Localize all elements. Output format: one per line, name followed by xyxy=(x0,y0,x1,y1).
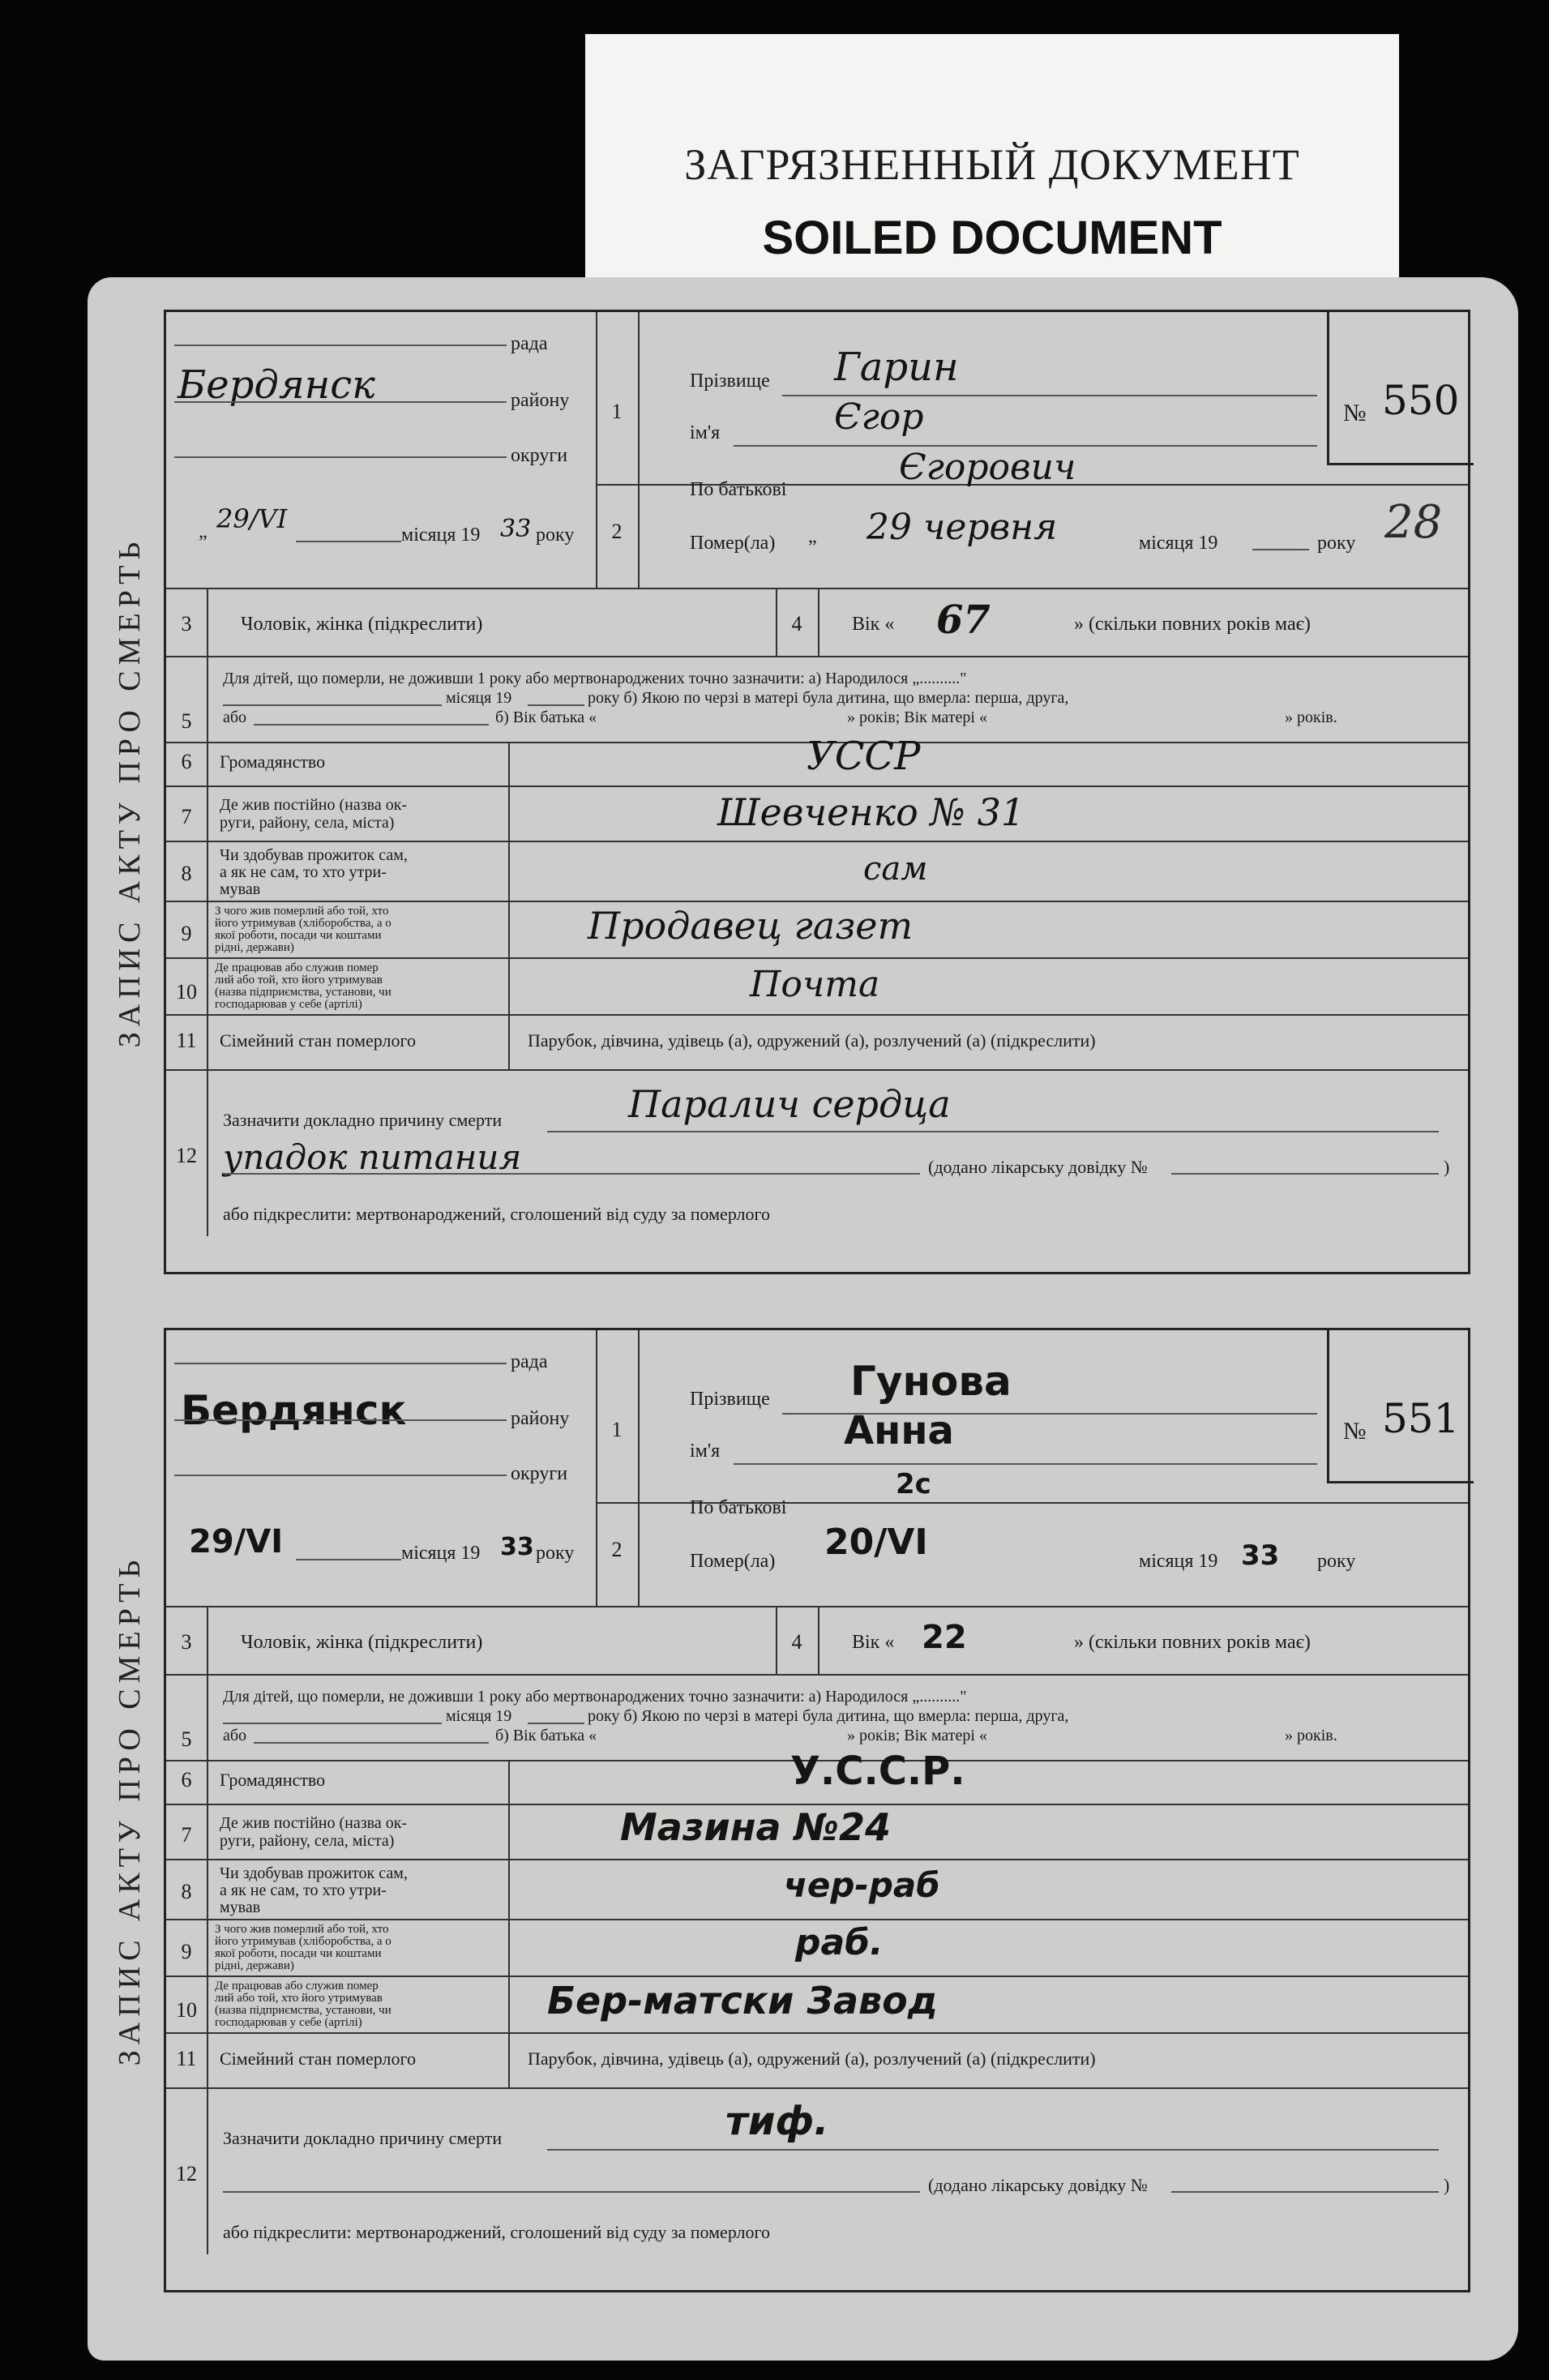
surname-value: Гунова xyxy=(850,1358,1012,1405)
citizenship-value: УССР xyxy=(807,734,921,779)
label-english: SOILED DOCUMENT xyxy=(762,212,1222,264)
record-number: 550 xyxy=(1382,377,1460,424)
death-year: 33 xyxy=(1241,1539,1280,1572)
surname-value: Гарин xyxy=(834,345,959,390)
record-grid: 1 2 Бердянск рада району округи 29/VI місяця 19 33 року Прізвище Гунова ім'я Анна По батькові 2с № 551 Помер(ла) 20/VI місяця 19 33 року 3 Чоловік, жінка (підкреслити) 4 Вік « 22 » (скільки повних років має) 5 Для дітей, що померли, не доживши 1 року або мертвонароджених точно зазначити: а) Народилося „.........." місяця 19 року б) Якою по черзі в матері була дитина, що вмерла: перша, друга, або б) Вік батька « » років; Вік матері « » років. 6 Громадянство У.С.С.Р. 7 Де жив постійно (назва ок- руги, району, села, міста) Мазина №24 8 Чи здобував прожиток сам, а як не сам, то хто утри- мував чер-раб 9 З чого жив померлий або той, хто його утримував (хліборобства, а о якої роботи, посади чи коштами рідні, держави) раб. 10 Де працював або служив помер лий або той, хто його утримував (назва підприємства, установи, чи господарював у себе (артілі) Бер-матски Завод 11 Сімейний стан померлого Парубок, дівчина, удівець (а), одружений (а), розлучений (а) (підкреслити) 12 Зазначити докладно причину смерти тиф. (додано лікарську довідку № ) або підкреслити: мертвонароджений, сголошений від суду за померлого xyxy=(164,1328,1470,2292)
registration-place: Бердянск xyxy=(178,362,375,408)
record-grid: 1 2 Бердянск рада району округи „ 29/VI місяця 19 33 року Прізвище Гарин ім'я Єгор По батькові Єгорович № 550 Помер(ла) „ 29 червня місяця 19 року 3 Чоловік, жінка (підкреслити) 4 Вік « 67 » (скільки повних років має) 5 Для дітей, що померли, не доживши 1 року або мертвонароджених точно зазначити: а) Народилося „.........." місяця 19 року б) Якою по черзі в матері була дитина, що вмерла: перша, друга, або б) Вік батька « » років; Вік матері « » років. 6 Громадянство УССР 7 Де жив постійно (назва ок- руги, району, села, міста) Шевченко № 31 8 Чи здобував прожиток сам, а як не сам, то хто утри- мував сам 9 З чого жив померлий або той, хто його утримував (хліборобства, а о якої роботи, посади чи коштами рідні, держави) Продавец газет 10 Де працював або служив помер лий або той, хто його утримував (назва підприємства, установи, чи господарював у себе (артілі) Почта 11 Сімейний стан померлого Парубок, дівчина, удівець (а), одружений (а), розлучений (а) (підкреслити) 12 Зазначити докладно причину смерти Паралич сердца упадок питания (додано лікарську довідку № ) або підкреслити: мертвонароджений, сголошений від суду за померлого xyxy=(164,310,1470,1274)
death-record-sheet xyxy=(88,277,1518,2361)
patronymic-value: Єгорович xyxy=(899,447,1076,488)
death-record-550 xyxy=(96,310,1474,1274)
side-title: ЗАПИС АКТУ ПРО СМЕРТЬ xyxy=(113,1554,147,2066)
workplace-value: Бер-матски Завод xyxy=(547,1979,938,2023)
supported-by-value: сам xyxy=(863,850,928,888)
registration-place: Бердянск xyxy=(181,1387,407,1434)
livelihood-value: раб. xyxy=(795,1922,884,1963)
registration-year: 33 xyxy=(500,515,532,543)
name-value: Анна xyxy=(844,1408,954,1453)
cause-of-death-1: тиф. xyxy=(725,2099,829,2144)
patronymic-value: 2с xyxy=(896,1468,931,1500)
livelihood-value: Продавец газет xyxy=(588,904,914,948)
supported-by-value: чер-раб xyxy=(784,1865,940,1905)
death-record-551 xyxy=(96,1328,1474,2292)
registration-date: 29/VI xyxy=(216,503,288,534)
age-value: 67 xyxy=(936,597,991,643)
soiled-document-label xyxy=(585,34,1399,293)
name-value: Єгор xyxy=(834,396,924,438)
residence-value: Шевченко № 31 xyxy=(717,790,1025,834)
registration-year: 33 xyxy=(500,1533,534,1561)
side-title: ЗАПИС АКТУ ПРО СМЕРТЬ xyxy=(113,536,147,1048)
workplace-value: Почта xyxy=(750,964,880,1005)
death-date: 29 червня xyxy=(866,507,1058,548)
residence-value: Мазина №24 xyxy=(620,1805,891,1849)
label-russian: ЗАГРЯЗНЕННЫЙ ДОКУМЕНТ xyxy=(684,140,1300,189)
cause-of-death-2: упадок питания xyxy=(223,1137,522,1177)
record-number: 551 xyxy=(1382,1395,1460,1442)
age-value: 22 xyxy=(922,1619,967,1656)
death-date: 20/VI xyxy=(824,1522,928,1563)
margin-note: 28 xyxy=(1384,496,1443,549)
registration-date: 29/VI xyxy=(189,1523,284,1560)
cause-of-death-1: Паралич сердца xyxy=(628,1082,951,1126)
citizenship-value: У.С.С.Р. xyxy=(790,1749,965,1794)
